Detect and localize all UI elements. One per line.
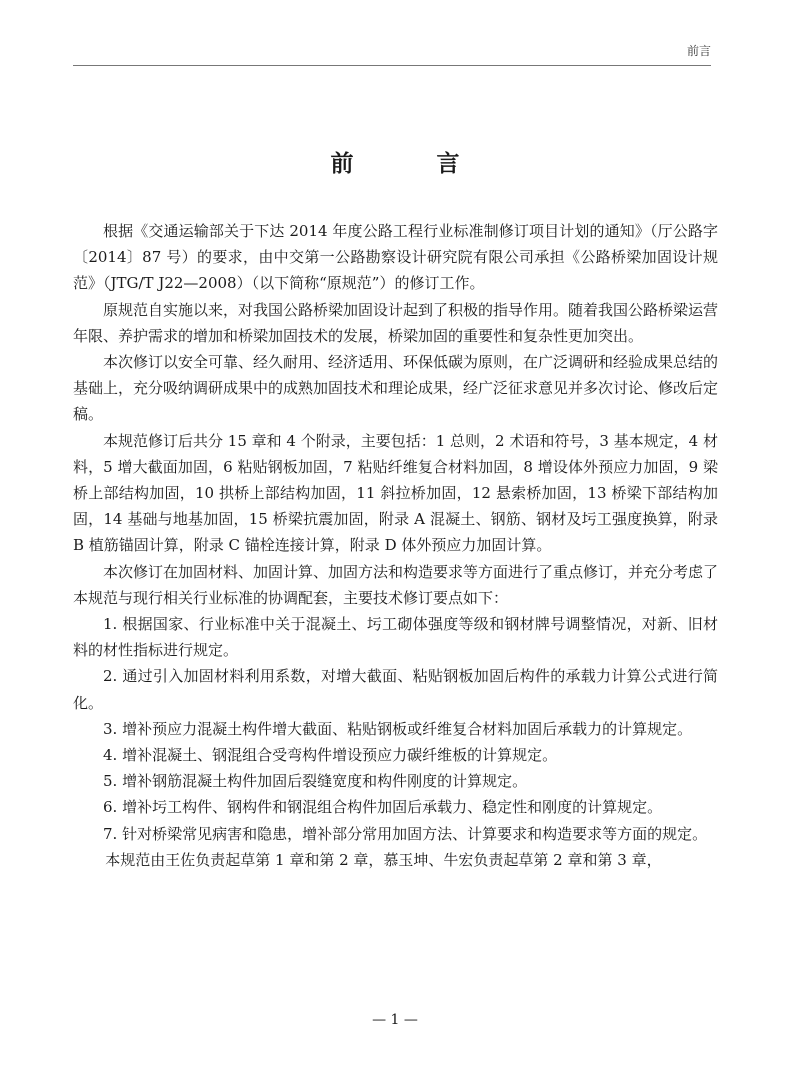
list-item: 6. 增补圬工构件、钢构件和钢混组合构件加固后承载力、稳定性和刚度的计算规定。 [103, 798, 663, 817]
list-item: 2. 通过引入加固材料利用系数，对增大截面、粘贴钢板加固后构件的承载力计算公式进行简化。 [73, 667, 718, 712]
paragraph: 本次修订在加固材料、加固计算、加固方法和构造要求等方面进行了重点修订，并充分考虑了本规范与现行相关行业标准的协调配套，主要技术修订要点如下： [73, 562, 719, 607]
list-item: 5. 增补钢筋混凝土构件加固后裂缝宽度和构件刚度的计算规定。 [103, 772, 528, 791]
list-item: 1. 根据国家、行业标准中关于混凝土、圬工砌体强度等级和钢材牌号调整情况，对新、旧材料的材性指标进行规定。 [73, 615, 718, 660]
body-text [73, 218, 718, 873]
list-item: 4. 增补混凝土、钢混组合受弯构件增设预应力碳纤维板的计算规定。 [103, 746, 558, 765]
list-item: 3. 增补预应力混凝土构件增大截面、粘贴钢板或纤维复合材料加固后承载力的计算规定。 [103, 719, 693, 738]
paragraph: 本规范由王佐负责起草第 1 章和第 2 章，慕玉坤、牛宏负责起草第 2 章和第 3 章， [105, 850, 662, 869]
running-title: 前言 [686, 44, 711, 58]
page-title: 前 言 [330, 151, 490, 177]
running-header [73, 40, 711, 66]
paragraph: 本规范修订后共分 15 章和 4 个附录，主要包括：1 总则，2 术语和符号，3 基本规定，4 材料，5 增大截面加固，6 粘贴钢板加固，7 粘贴纤维复合材料加固，8 增设体外预应力加固，9 梁桥上部结构加固，10 拱桥上部结构加固，11 斜拉桥加固，12 悬索桥加固，13 桥梁下部结构加固，14 基础与地基加固，15 桥梁抗震加固，附录 A 混凝土、钢筋、钢材及圬工强度换算，附录 B 植筋锚固计算，附录 C 锚栓连接计算，附录 D 体外预应力加固计算。 [73, 431, 718, 555]
page-number: — 1 — [372, 1012, 418, 1028]
paragraph: 根据《交通运输部关于下达 2014 年度公路工程行业标准制修订项目计划的通知》（厅公路字〔2014〕87 号）的要求，由中交第一公路勘察设计研究院有限公司承担《公路桥梁加固设计规范》（JTG/T J22—2008）（以下简称“原规范”）的修订工作。 [73, 222, 718, 293]
paragraph: 原规范自实施以来，对我国公路桥梁加固设计起到了积极的指导作用。随着我国公路桥梁运营年限、养护需求的增加和桥梁加固技术的发展，桥梁加固的重要性和复杂性更加突出。 [73, 300, 719, 345]
paragraph: 本次修订以安全可靠、经久耐用、经济适用、环保低碳为原则，在广泛调研和经验成果总结的基础上，充分吸纳调研成果中的成熟加固技术和理论成果，经广泛征求意见并多次讨论、修改后定稿。 [73, 353, 719, 424]
list-item: 7. 针对桥梁常见病害和隐患，增补部分常用加固方法、计算要求和构造要求等方面的规定。 [103, 824, 708, 843]
